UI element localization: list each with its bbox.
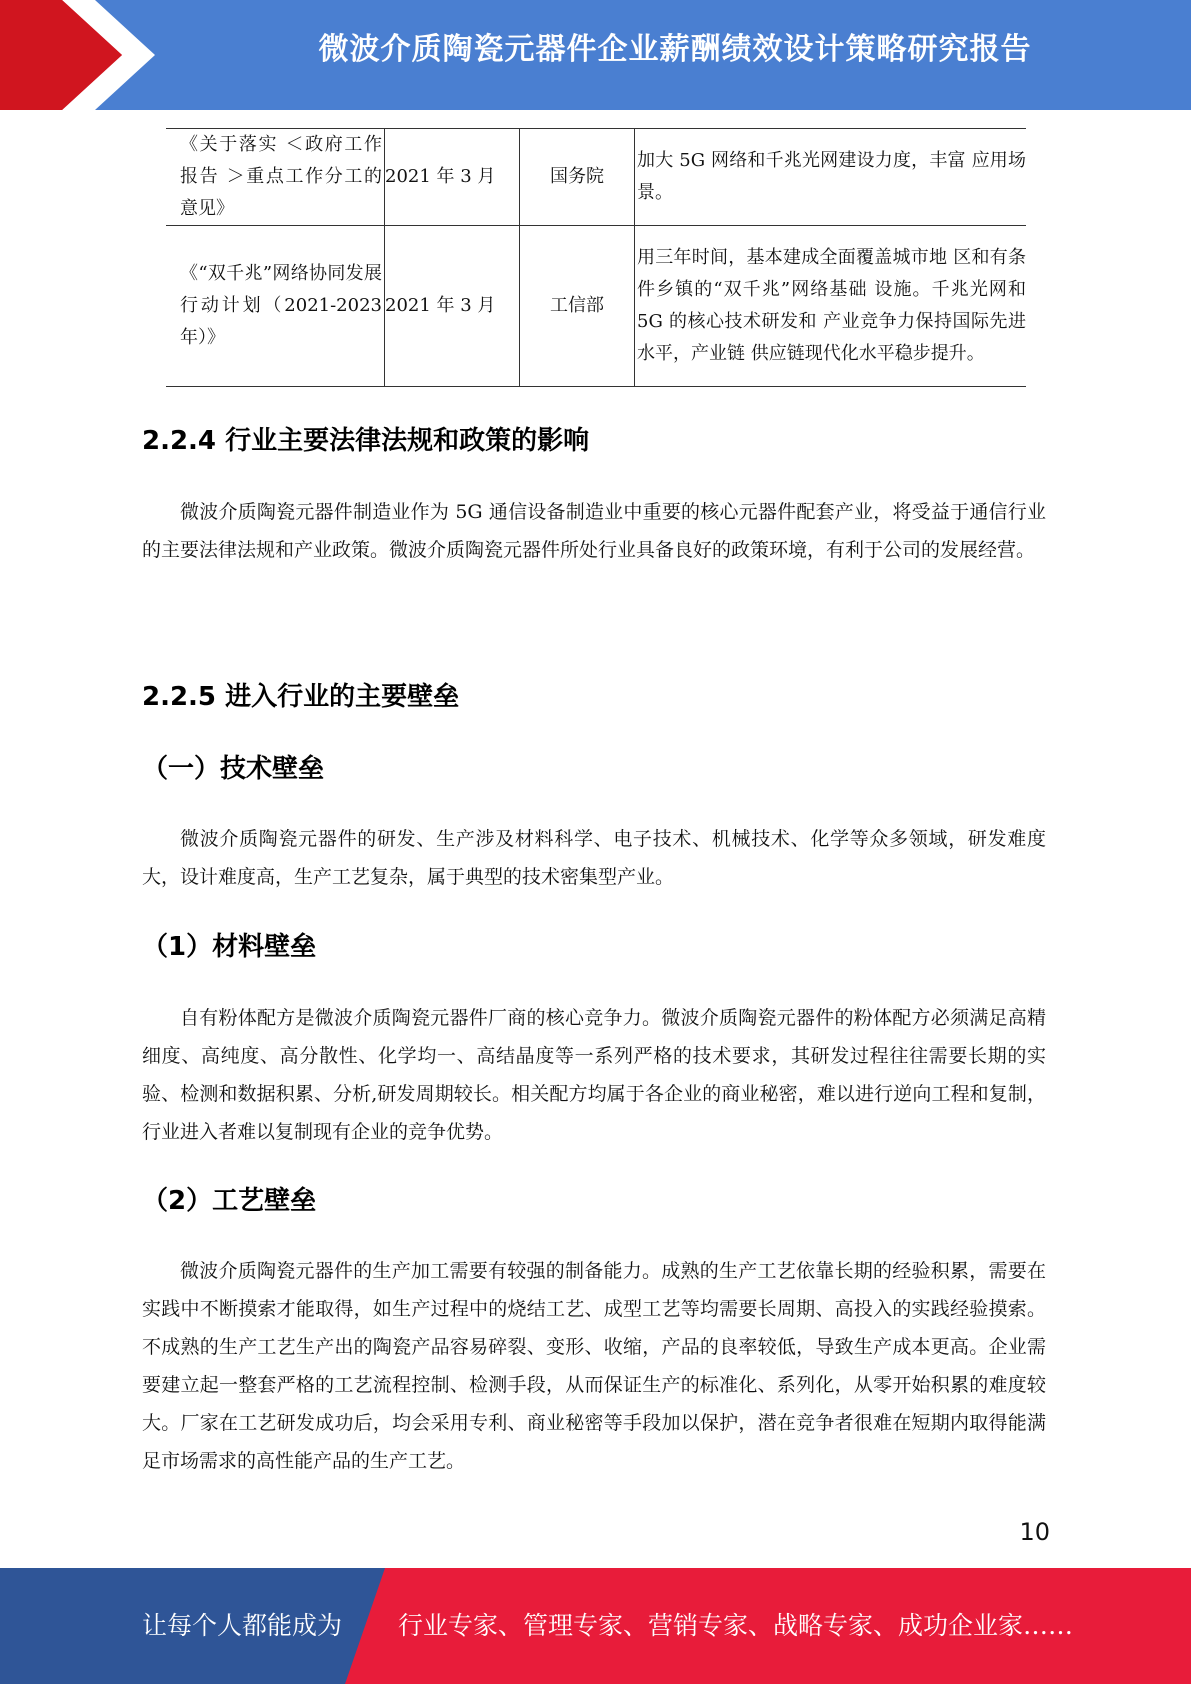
footer-slogan-right: 行业专家、管理专家、营销专家、战略专家、成功企业家…… bbox=[398, 1611, 1074, 1640]
footer-slogan-left: 让每个人都能成为 bbox=[142, 1611, 343, 1640]
table-row bbox=[166, 226, 1026, 387]
page-number: 10 bbox=[1019, 1518, 1050, 1546]
subheading-tech-barrier: （一）技术壁垒 bbox=[142, 754, 325, 784]
policy-issuer-cell: 国务院 bbox=[520, 129, 635, 226]
policy-name-cell: 《“双千兆”网络协同发展行动计划（2021-2023 年）》 bbox=[166, 226, 385, 387]
section-paragraph: 微波介质陶瓷元器件的生产加工需要有较强的制备能力。成熟的生产工艺依靠长期的经验积累，需要在实践中不断摸索才能取得，如生产过程中的烧结工艺、成型工艺等均需要长周期、高投入的实践经验摸索。不成熟的生产工艺生产出的陶瓷产品容易碎裂、变形、收缩，产品的良率较低，导致生产成本更高。企业需要建立起一整套严格的工艺流程控制、检测手段，从而保证生产的标准化、系列化，从零开始积累的难度较大。厂家在工艺研发成功后，均会采用专利、商业秘密等手段加以保护，潜在竞争者很难在短期内取得能满足市场需求的高性能产品的生产工艺。 bbox=[142, 1260, 1046, 1472]
subheading-material-barrier: （1）材料壁垒 bbox=[142, 932, 317, 962]
subheading-process-barrier: （2）工艺壁垒 bbox=[142, 1186, 317, 1216]
section-paragraph: 微波介质陶瓷元器件制造业作为 5G 通信设备制造业中重要的核心元器件配套产业，将受益于通信行业的主要法律法规和产业政策。微波介质陶瓷元器件所处行业具备良好的政策环境，有利于公司的发展经营。 bbox=[142, 501, 1046, 561]
footer-banner bbox=[0, 1568, 1191, 1684]
policy-content-cell: 用三年时间，基本建成全面覆盖城市地 区和有条件乡镇的“双千兆”网络基础 设施。千兆光网和 5G 的核心技术研发和 产业竞争力保持国际先进水平，产业链 供应链现代化水平稳步提升。 bbox=[635, 226, 1027, 387]
section-heading-2-2-4: 2.2.4 行业主要法律法规和政策的影响 bbox=[142, 426, 590, 456]
section-paragraph: 自有粉体配方是微波介质陶瓷元器件厂商的核心竞争力。微波介质陶瓷元器件的粉体配方必须满足高精细度、高纯度、高分散性、化学均一、高结晶度等一系列严格的技术要求，其研发过程往往需要长期的实验、检测和数据积累、分析,研发周期较长。相关配方均属于各企业的商业秘密，难以进行逆向工程和复制，行业进入者难以复制现有企业的竞争优势。 bbox=[142, 1007, 1046, 1143]
policy-table bbox=[166, 128, 1026, 387]
policy-content-cell: 加大 5G 网络和千兆光网建设力度，丰富 应用场景。 bbox=[635, 129, 1027, 226]
table-row bbox=[166, 129, 1026, 226]
policy-date-cell: 2021 年 3 月 bbox=[385, 129, 520, 226]
policy-issuer-cell: 工信部 bbox=[520, 226, 635, 387]
policy-date-cell: 2021 年 3 月 bbox=[385, 226, 520, 387]
policy-name-cell: 《关于落实 ＜政府工作报告 ＞重点工作分工的意见》 bbox=[166, 129, 385, 226]
header-banner bbox=[0, 0, 1191, 110]
section-heading-2-2-5: 2.2.5 进入行业的主要壁垒 bbox=[142, 682, 460, 712]
section-paragraph: 微波介质陶瓷元器件的研发、生产涉及材料科学、电子技术、机械技术、化学等众多领域，研发难度大，设计难度高，生产工艺复杂，属于典型的技术密集型产业。 bbox=[142, 828, 1046, 888]
report-title: 微波介质陶瓷元器件企业薪酬绩效设计策略研究报告 bbox=[318, 32, 1032, 67]
